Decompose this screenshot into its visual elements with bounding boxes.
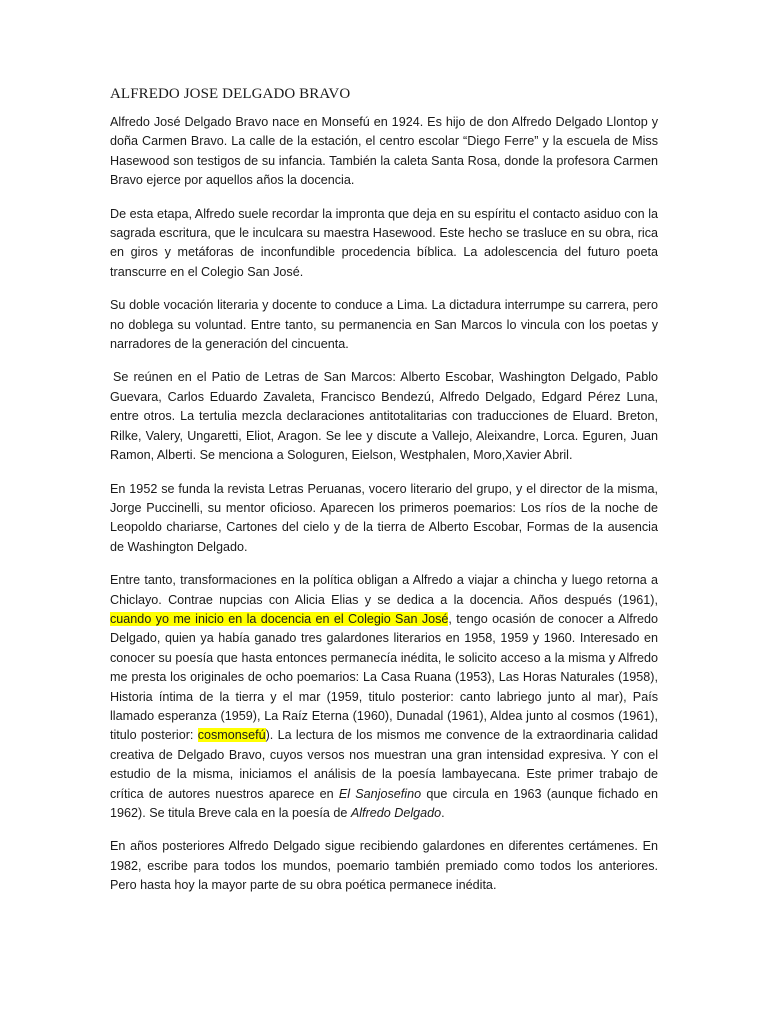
paragraph-6 [110, 571, 658, 823]
italic-title-sanjosefino: El Sanjosefino [338, 786, 422, 801]
paragraph-5: En 1952 se funda la revista Letras Peruanas, vocero literario del grupo, y el director de la misma, Jorge Puccinelli, su mentor oficioso. Aparecen los primeros poemarios: Los ríos de la noche de Leopoldo chariarse, Cartones del cielo y de la tierra de Alberto Escobar, Formas de Ia ausencia de Washington Delgado. [110, 481, 658, 554]
paragraph-6-part-b: , tengo ocasión de conocer a Alfredo Delgado, quien ya había ganado tres galardones literarios en 1958, 1959 y 1960. Interesado en conocer su poesía que hasta entonces permanecía inédita, le solicito acceso a la misma y Alfredo me presta los originales de ocho poemarios: La Casa Ruana (1953), Las Horas Naturales (1958), Historia íntima de la tierra y el mar (1959, titulo posterior: canto labriego junto al mar), País llamado esperanza (1959), La Raíz Eterna (1960), Dunadal (1961), Aldea junto al cosmos (1961), titulo posterior: [110, 611, 658, 743]
paragraph-4: Se reúnen en el Patio de Letras de San Marcos: Alberto Escobar, Washington Delgado, Pablo Guevara, Carlos Eduardo Zavaleta, Francisco Bendezú, Alfredo Delgado, Edgard Pérez Luna, entre otros. La tertulia mezcla declaraciones antitotalitarias con traducciones de Eluard. Breton, Rilke, Valery, Ungaretti, Eliot, Aragon. Se lee y discute a Vallejo, Aleixandre, Lorca. Eguren, Juan Ramon, Alberti. Se menciona a Sologuren, Eielson, Westphalen, Moro,Xavier Abril. [110, 370, 658, 463]
paragraph-6-part-e: . [441, 806, 445, 820]
document-title: ALFREDO JOSE DELGADO BRAVO [110, 86, 351, 102]
highlighted-text-cosmonsefu: cosmonsefú [197, 728, 266, 743]
italic-title-alfredo-delgado: Alfredo Delgado [350, 806, 442, 820]
paragraph-6-part-c: ). La lectura de los mismos me convence de la extraordinaria calidad creativa de Delgado Bravo, cuyos versos nos muestran una gran intensidad expresiva. Y con el estudio de la misma, iniciamos el análisis de la poesía lambayecana. Este primer trabajo de crítica de autores nuestros aparece en [110, 728, 658, 801]
paragraph-6-part-d: que circula en 1963 (aunque fichado en 1962). Se titula Breve cala en la poesía de [110, 786, 658, 820]
paragraph-7: En años posteriores Alfredo Delgado sigue recibiendo galardones en diferentes certámenes. En 1982, escribe para todos los mundos, poemario también premiado como todos los anteriores. Pero hasta hoy la mayor parte de su obra poética permanece inédita. [110, 839, 658, 893]
highlighted-text-docencia: cuando yo me inicio en la docencia en el Colegio San José [110, 611, 449, 626]
paragraph-1: Alfredo José Delgado Bravo nace en Monsefú en 1924. Es hijo de don Alfredo Delgado Llontop y doña Carmen Bravo. La calle de la estación, el centro escolar “Diego Ferre” y la escuela de Miss Hasewood son testigos de su infancia. También la caleta Santa Rosa, donde la profesora Carmen Bravo ejerce por aquellos años la docencia. [110, 115, 658, 188]
document-page [110, 84, 658, 910]
paragraph-3: Su doble vocación literaria y docente to conduce a Lima. La dictadura interrumpe su carrera, pero no doblega su voluntad. Entre tanto, su permanencia en San Marcos lo vincula con los poetas y narradores de la generación del cincuenta. [110, 298, 658, 352]
paragraph-6-part-a: Entre tanto, transformaciones en la política obligan a Alfredo a viajar a chincha y luego retorna a Chiclayo. Contrae nupcias con Alicia Elias y se dedica a la docencia. Años después (1961), [110, 573, 658, 607]
paragraph-2: De esta etapa, Alfredo suele recordar la impronta que deja en su espíritu el contacto asiduo con la sagrada escritura, que le inculcara su maestra Hasewood. Este hecho se trasluce en su obra, rica en giros y metáforas de inconfundible procedencia bíblica. La adolescencia del futuro poeta transcurre en el Colegio San José. [110, 206, 658, 279]
